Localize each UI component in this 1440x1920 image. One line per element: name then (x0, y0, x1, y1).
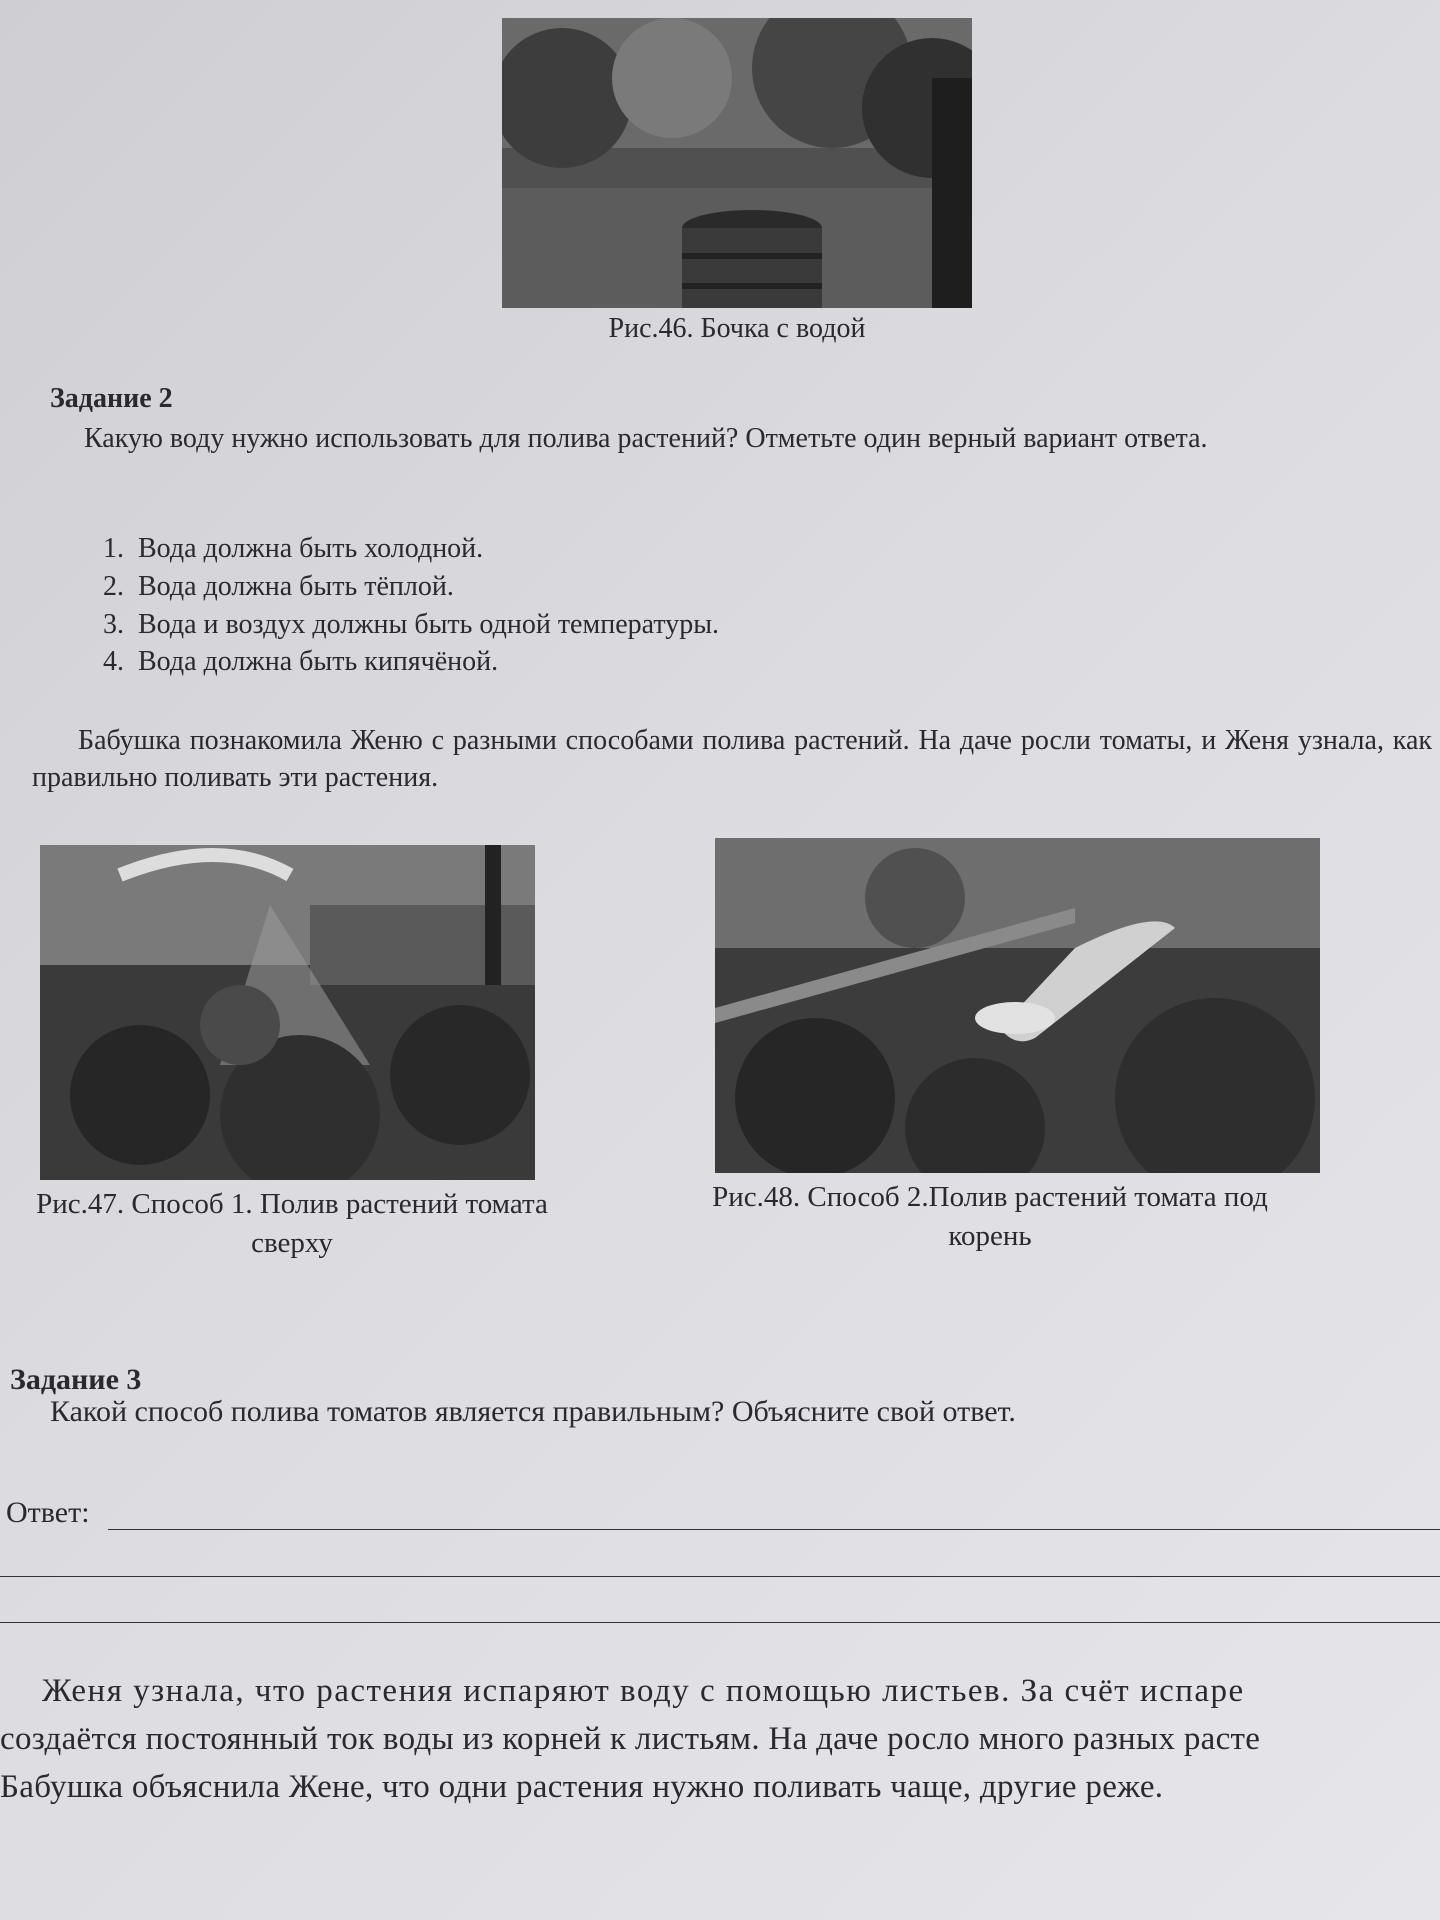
figure-48-caption: Рис.48. Способ 2.Полив растений томата под корень (712, 1181, 1268, 1253)
option-2: 2. Вода должна быть тёплой. (103, 570, 454, 602)
option-4: 4. Вода должна быть кипячёной. (103, 646, 499, 678)
answer-line-3[interactable] (0, 1622, 1440, 1623)
option-3: 3. Вода и воздух должны быть одной температуры. (103, 608, 719, 640)
task-3-heading: Задание 3 (10, 1363, 142, 1396)
story-paragraph-1: Бабушка познакомила Женю с разными способами полива растений. На даче росли томаты, и Женя узнала, как правильно поливать эти растения. (32, 725, 1432, 794)
story-2-line-3: Бабушка объяснила Жене, что одни растения нужно поливать чаще, другие реже. (0, 1768, 1164, 1805)
story-2-line-1: Женя узнала, что растения испаряют воду с помощью листьев. За счёт испаре (42, 1673, 1245, 1709)
answer-label: Ответ: (6, 1496, 90, 1529)
answer-line-1[interactable] (108, 1529, 1440, 1530)
option-1: 1. Вода должна быть холодной. (103, 533, 484, 564)
figure-47-image (40, 845, 535, 1180)
figure-46-image (502, 18, 972, 308)
task-2-heading: Задание 2 (50, 383, 173, 414)
task-2-options (90, 530, 719, 681)
task-3-question: Какой способ полива томатов является правильным? Объясните свой ответ. (50, 1395, 1016, 1428)
figure-48-image (715, 838, 1320, 1173)
answer-line-2[interactable] (0, 1576, 1440, 1577)
story-paragraph-2 (0, 1668, 1440, 1812)
figure-47-caption: Рис.47. Способ 1. Полив растений томата сверху (36, 1188, 548, 1260)
task-2-question: Какую воду нужно использовать для полива растений? Отметьте один верный вариант ответа. (84, 423, 1208, 454)
figure-46-caption: Рис.46. Бочка с водой (608, 313, 866, 344)
story-2-line-2: создаётся постоянный ток воды из корней к листьям. На даче росло много разных расте (0, 1720, 1261, 1757)
